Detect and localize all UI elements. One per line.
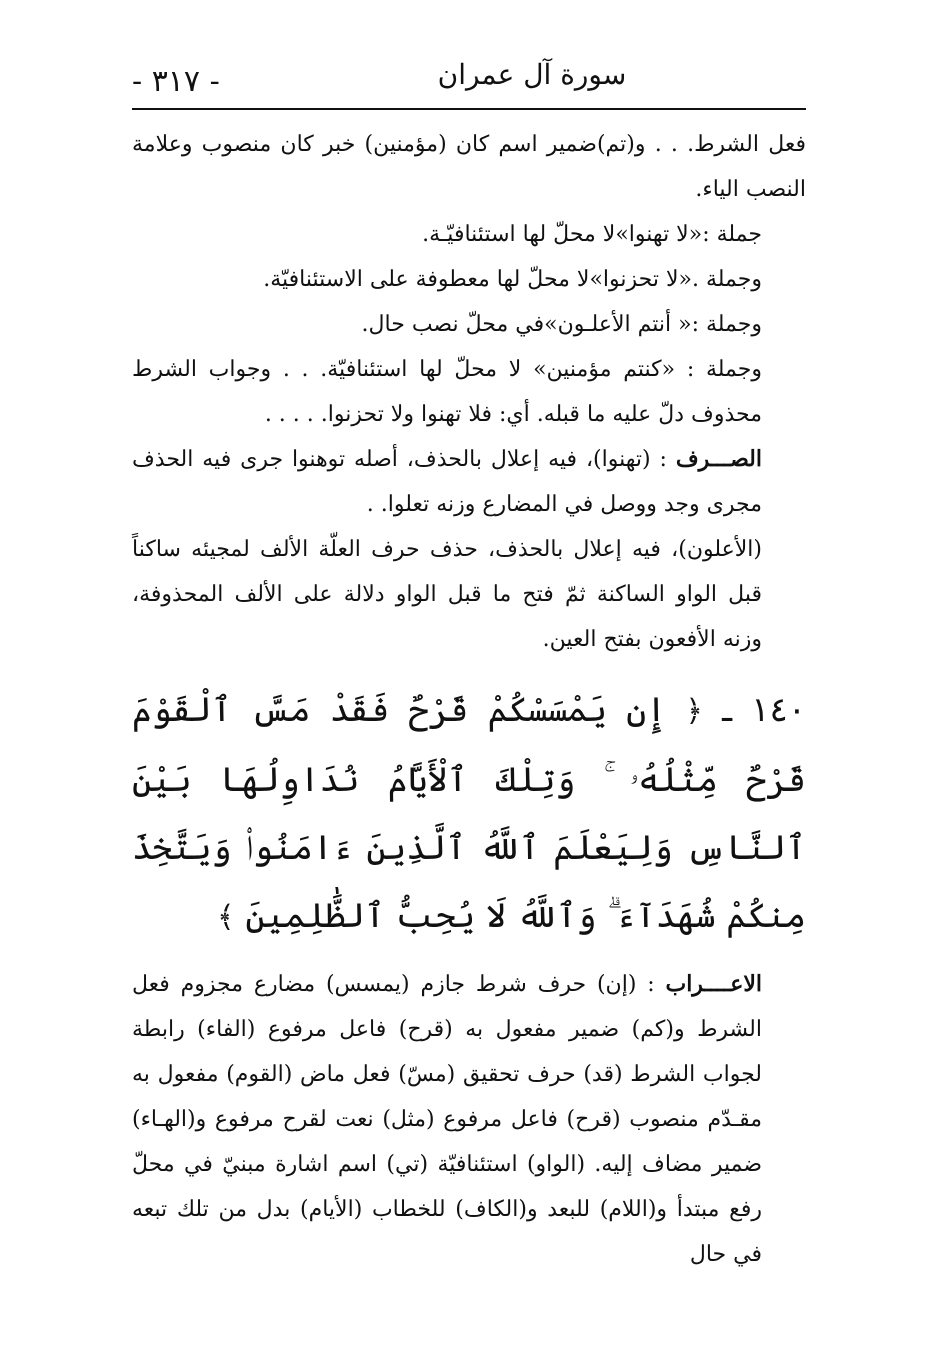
paragraph-sentence-4 [132, 347, 806, 437]
verse-text: إِن يَمْسَسْكُمْ قَرْحٌ فَقَدْ مَسَّ ٱلْقَوْمَ قَرْحٌ مِّثْلُهُۥ ۚ وَتِلْكَ ٱلْأَيَّامُ نُدَاوِلُهَا بَيْنَ ٱلنَّاسِ وَلِيَعْلَمَ ٱللَّهُ ٱلَّذِينَ ءَامَنُوا۟ وَيَتَّخِذَ مِنكُمْ شُهَدَآءَ ۗ وَٱللَّهُ لَا يُحِبُّ ٱلظَّٰلِمِينَ [132, 690, 806, 936]
page-number: - ٣١٧ - [132, 64, 220, 99]
paragraph-sentence-2 [132, 257, 806, 302]
paragraph-text: فعل الشرط. . . و(تم)ضمير اسم كان (مؤمنين) خبر كان منصوب وعلامة النصب الياء. [132, 132, 806, 202]
paragraph-text: : (إن) حرف شرط جازم (يمسس) مضارع مجزوم فعل الشرط و(كم) ضمير مفعول به (قرح) فاعل مرفوع (الفاء) رابطة لجواب الشرط (قد) حرف تحقيق (مسّ) فعل ماض (القوم) مفعول به مقـدّم منصوب (قرح) فاعل مرفوع (مثل) نعت لقرح مرفوع و(الهـاء) ضمير مضاف إليه. (الواو) استئنافيّة (تي) اسم اشارة مبنيّ في محلّ رفع مبتدأ و(اللام) للبعد و(الكاف) للخطاب (الأيام) بدل من تلك تبعه في حال [132, 972, 762, 1267]
sarf-heading: الصـــرف [675, 446, 762, 472]
irab-heading: الاعــــراب [665, 971, 763, 997]
header-divider [132, 108, 806, 110]
verse-close-bracket: ﴾ [217, 900, 235, 935]
paragraph-text: (الأعلون)، فيه إعلال بالحذف، حذف حرف العلّة الألف لمجيئه ساكناً قبل الواو الساكنة ثمّ فتح ما قبل الواو دلالة على الألف المحذوفة، وزنه الأفعون بفتح العين. [132, 537, 762, 652]
paragraph-text: وجملة .«لا تحزنوا»لا محلّ لها معطوفة على الاستئنافيّة. [263, 267, 762, 292]
page-body [132, 122, 806, 1277]
surah-title: سورة آل عمران [437, 58, 627, 91]
quran-verse [132, 676, 806, 952]
paragraph-text: : (تهنوا)، فيه إعلال بالحذف، أصله توهنوا جرى فيه الحذف مجرى وجد ووصل في المضارع وزنه تعلوا. . [132, 447, 762, 517]
paragraph-irab [132, 962, 806, 1277]
verse-open-bracket: ﴿ [685, 694, 703, 729]
paragraph-text: وجملة :« أنتم الأعلـون»في محلّ نصب حال. [361, 312, 762, 337]
paragraph-alaawn [132, 527, 806, 662]
paragraph-text: وجملة : «كنتم مؤمنين» لا محلّ لها استئنافيّة. . . وجواب الشرط محذوف دلّ عليه ما قبله. أي: فلا تهنوا ولا تحزنوا. . . . . [132, 357, 762, 427]
paragraph-grammar-continuation [132, 122, 806, 212]
paragraph-text: جملة :«لا تهنوا»لا محلّ لها استئنافيّـة. [422, 222, 762, 247]
paragraph-sentence-3 [132, 302, 806, 347]
paragraph-sarf [132, 437, 806, 527]
page-header [132, 50, 806, 106]
paragraph-sentence-1 [132, 212, 806, 257]
verse-number: ١٤٠ ـ [722, 690, 806, 730]
